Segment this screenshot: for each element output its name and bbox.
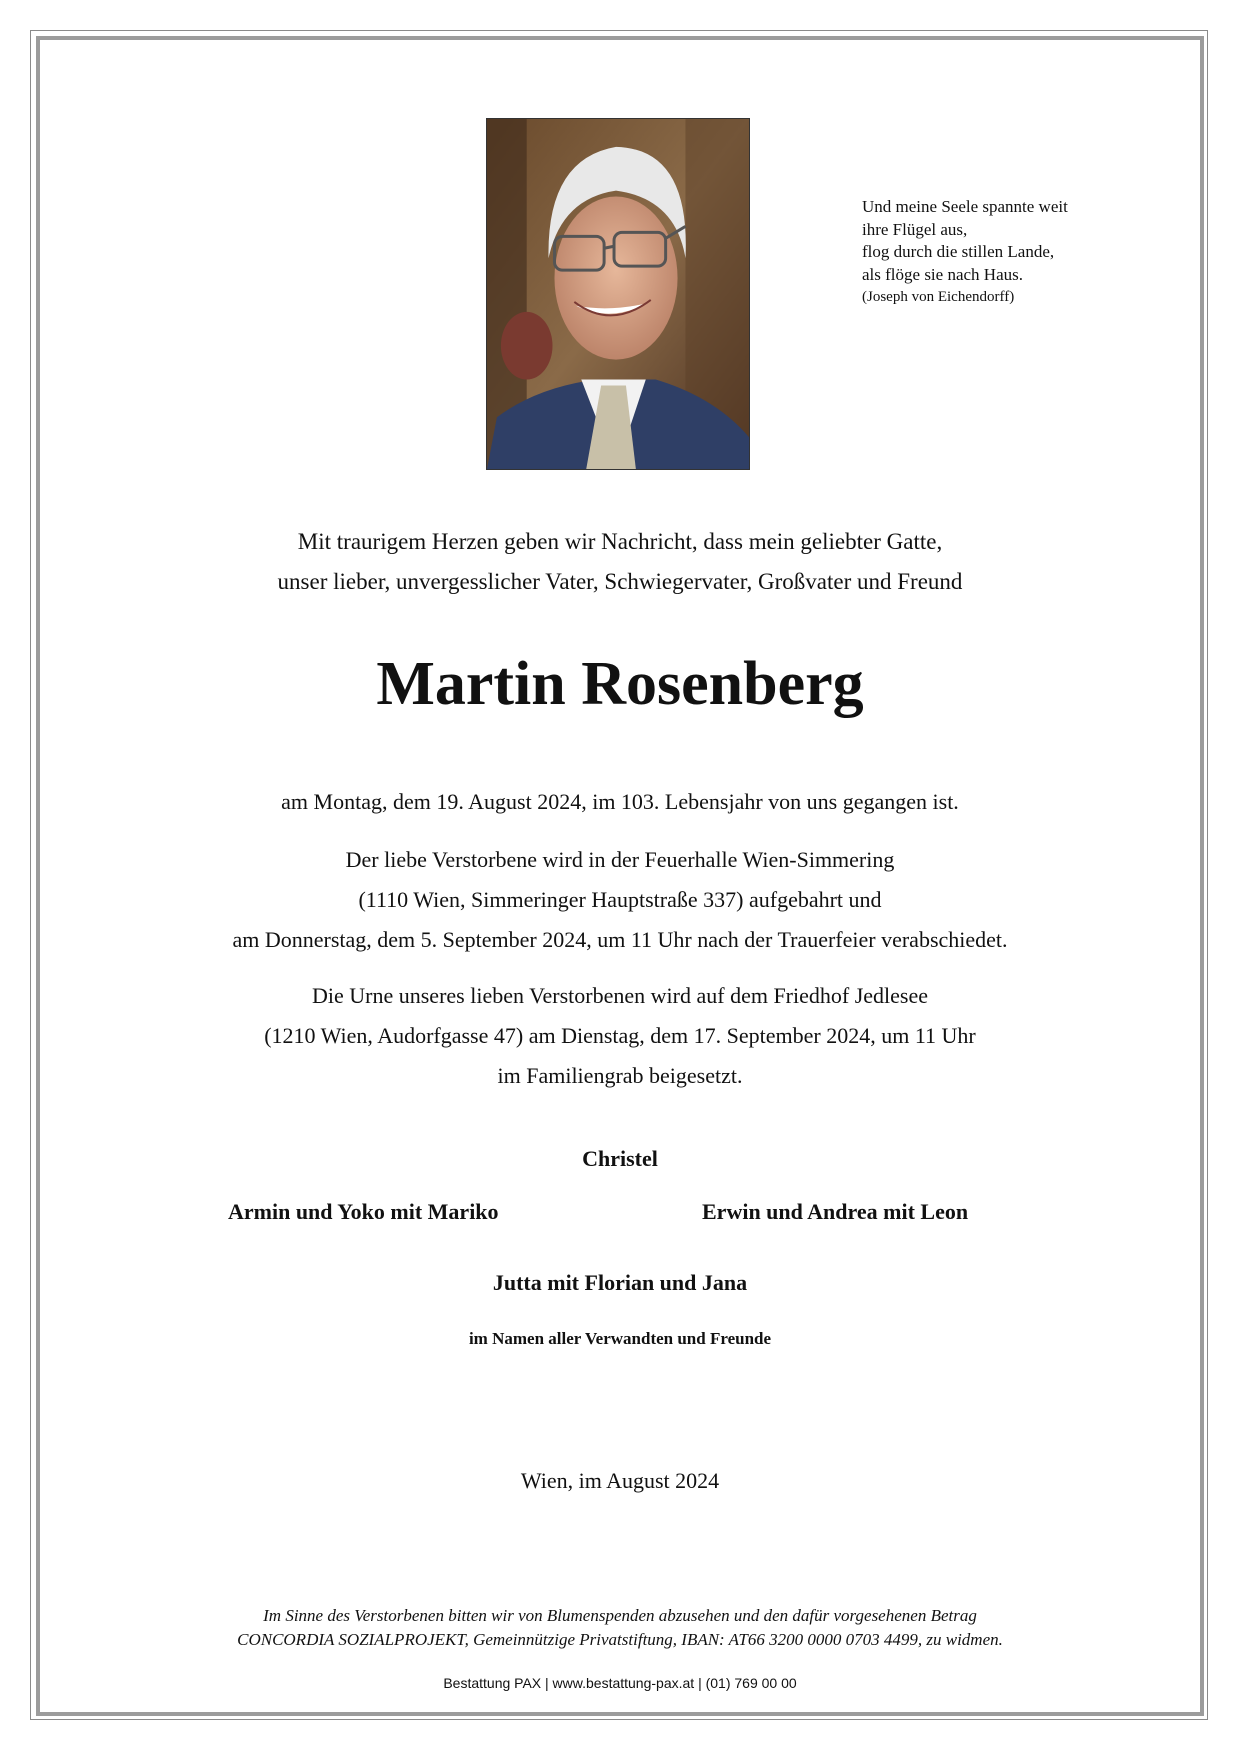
burial-paragraph — [60, 976, 1180, 1096]
ceremony-paragraph — [60, 840, 1180, 960]
burial-line: im Familiengrab beigesetzt. — [497, 1063, 743, 1088]
family-child-right: Erwin und Andrea mit Leon — [702, 1199, 969, 1224]
family-spouse: Christel — [582, 1146, 658, 1171]
portrait-photo — [486, 118, 750, 470]
poem-attribution: (Joseph von Eichendorff) — [862, 289, 1015, 305]
poem-quote — [862, 196, 1162, 309]
poem-line: Und meine Seele spannte weit — [862, 197, 1068, 216]
intro-text — [60, 522, 1180, 602]
place-date: Wien, im August 2024 — [520, 1468, 720, 1493]
ceremony-line: Der liebe Verstorbene wird in der Feuerhalle Wien-Simmering — [345, 847, 895, 872]
ceremony-line: (1110 Wien, Simmeringer Hauptstraße 337) aufgebahrt und — [358, 887, 882, 912]
date-line: am Montag, dem 19. August 2024, im 103. Lebensjahr von uns gegangen ist. — [281, 789, 959, 814]
donation-line: Im Sinne des Verstorbenen bitten wir von Blumenspenden abzusehen und den dafür vorgesehenen Betrag — [263, 1606, 977, 1625]
intro-line: Mit traurigem Herzen geben wir Nachricht, dass mein geliebter Gatte, — [297, 529, 943, 554]
poem-line: als flöge sie nach Haus. — [862, 264, 1023, 284]
family-others: im Namen aller Verwandten und Freunde — [468, 1329, 772, 1348]
burial-line: Die Urne unseres lieben Verstorbenen wird auf dem Friedhof Jedlesee — [312, 983, 928, 1008]
donation-note — [60, 1604, 1180, 1652]
ceremony-line: am Donnerstag, dem 5. September 2024, um 11 Uhr nach der Trauerfeier verabschiedet. — [232, 927, 1008, 952]
poem-line: ihre Flügel aus, — [862, 219, 968, 239]
intro-line: unser lieber, unvergesslicher Vater, Schwiegervater, Großvater und Freund — [277, 569, 963, 594]
poem-line: flog durch die stillen Lande, — [862, 242, 1055, 261]
family-child-third: Jutta mit Florian und Jana — [492, 1270, 748, 1295]
footer-contact: Bestattung PAX | www.bestattung-pax.at | (01) 769 00 00 — [443, 1675, 797, 1691]
burial-line: (1210 Wien, Audorfgasse 47) am Dienstag, dem 17. September 2024, um 11 Uhr — [264, 1023, 976, 1048]
donation-line: CONCORDIA SOZIALPROJEKT, Gemeinnützige Privatstiftung, IBAN: AT66 3200 0000 0703 4499, zu widmen. — [237, 1630, 1003, 1649]
deceased-name: Martin Rosenberg — [376, 650, 864, 718]
family-child-left: Armin und Yoko mit Mariko — [228, 1199, 499, 1224]
